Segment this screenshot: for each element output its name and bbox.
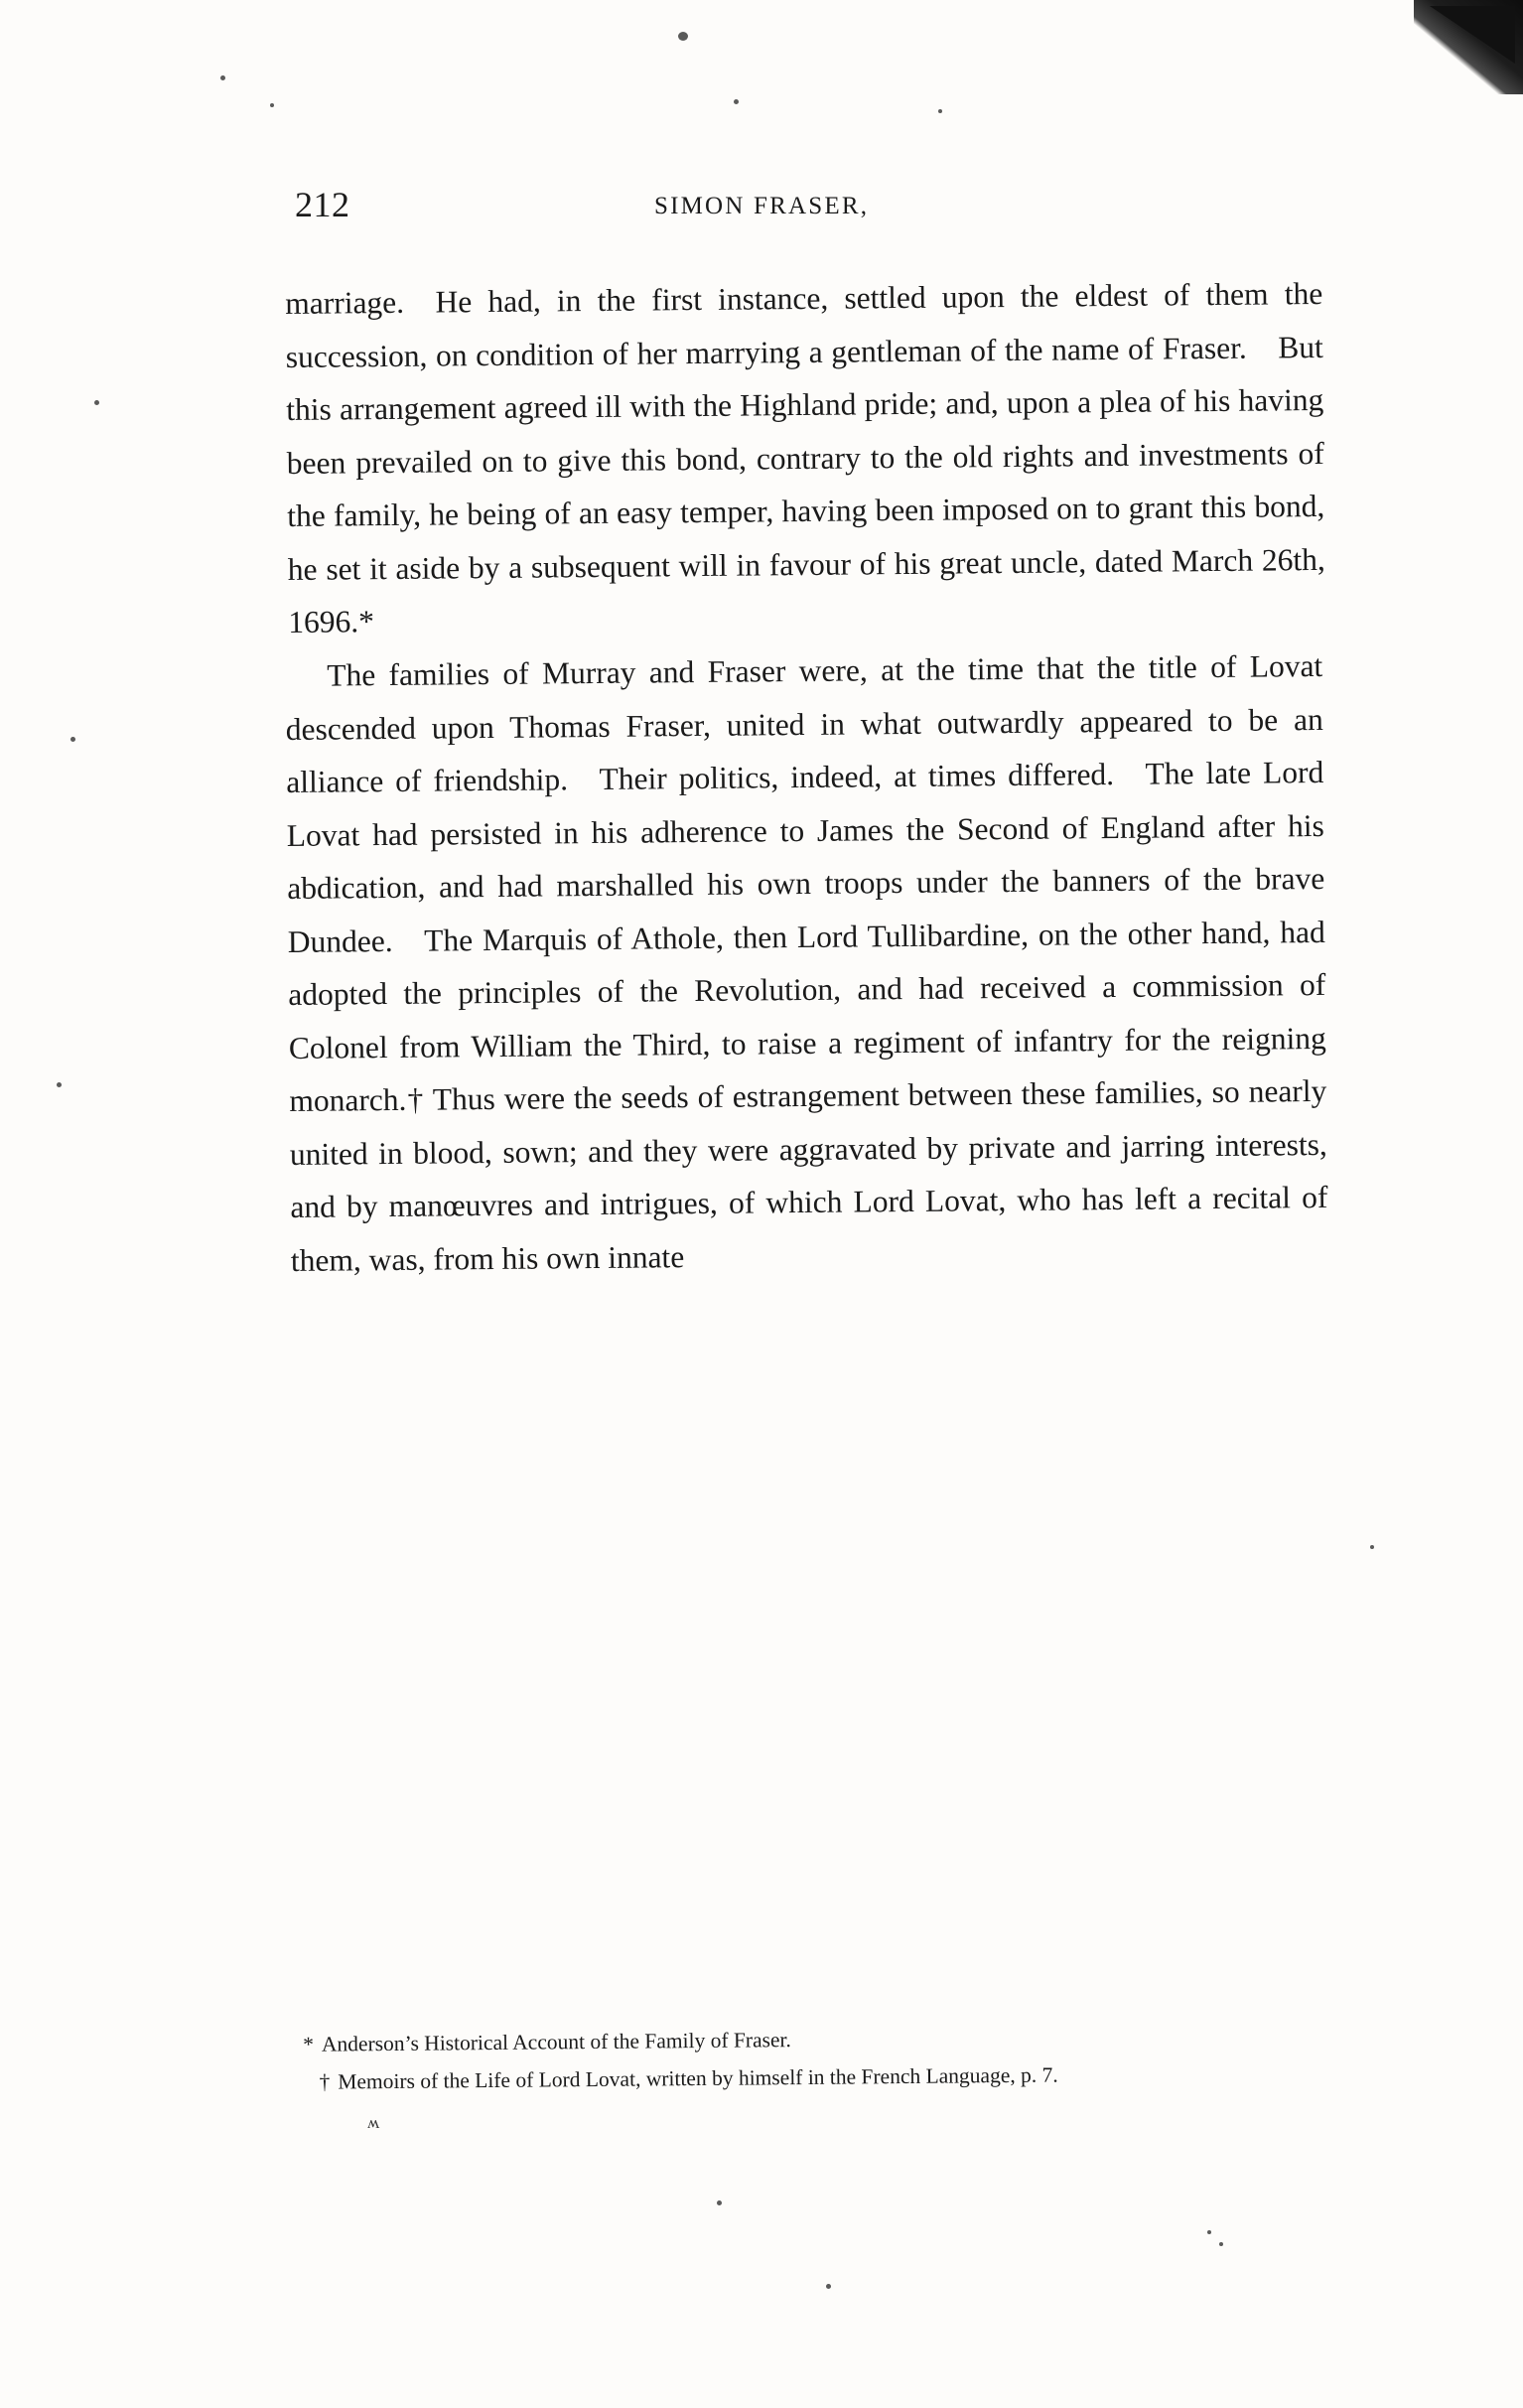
scan-speck (717, 2200, 722, 2205)
scan-speck (1207, 2230, 1211, 2234)
footnote-text: Memoirs of the Life of Lord Lovat, written by himself in the French Language, p. 7. (338, 2062, 1058, 2094)
footnote-marker: † (319, 2069, 331, 2094)
scan-speck (826, 2284, 831, 2289)
paragraph: marriage. He had, in the first instance, settled upon the eldest of them the succession, on condition of her marrying a gentleman of the name of Fraser. But this arrangement agreed ill with the Highland pride; and, upon a plea of his having been prevailed on to give this bond, contrary to the old rights and investments of the family, he being of an easy temper, having been imposed on to grant this bond, he set it aside by a subsequent will in favour of his great uncle, dated March 26th, 1696.* (285, 275, 1325, 639)
footnote-marker: * (303, 2032, 315, 2056)
page-corner-fold-icon (1414, 0, 1523, 94)
scan-speck (938, 109, 942, 113)
scan-speck (734, 99, 739, 104)
page-header (285, 184, 1322, 239)
page-number: 212 (295, 185, 350, 224)
scan-speck (220, 75, 225, 80)
page-text-block (285, 184, 1328, 1287)
footnote-text: Anderson’s Historical Account of the Family of Fraser. (321, 2028, 791, 2056)
scan-speck (270, 103, 274, 107)
scan-speck (678, 32, 688, 41)
scan-speck (70, 737, 75, 742)
scan-speck (57, 1082, 62, 1087)
scan-speck (1370, 1545, 1374, 1549)
paragraph: The families of Murray and Fraser were, at the time that the title of Lovat descended upon Thomas Fraser, united in what outwardly appeared to be an alliance of friendship. Their politics, indeed, at times differed. The late Lord Lovat had persisted in his adherence to James the Second of England after his abdication, and had marshalled his own troops under the banners of the brave Dundee. The Marquis of Athole, then Lord Tullibardine, on the other hand, had adopted the principles of the Revolution, and had received a commission of Colonel from William the Third, to raise a regiment of infantry for the reigning monarch.† Thus were the seeds of estrangement between these families, so nearly united in blood, sown; and they were aggravated by private and jarring interests, and by manœuvres and intrigues, of which Lord Lovat, who has left a recital of them, was, from his own innate (285, 647, 1328, 1277)
scan-speck (1219, 2242, 1223, 2246)
page-catchword: ʍ (367, 2113, 380, 2132)
scan-speck (94, 400, 99, 405)
running-head: SIMON FRASER, (654, 193, 870, 219)
footnotes (285, 2016, 1318, 2101)
